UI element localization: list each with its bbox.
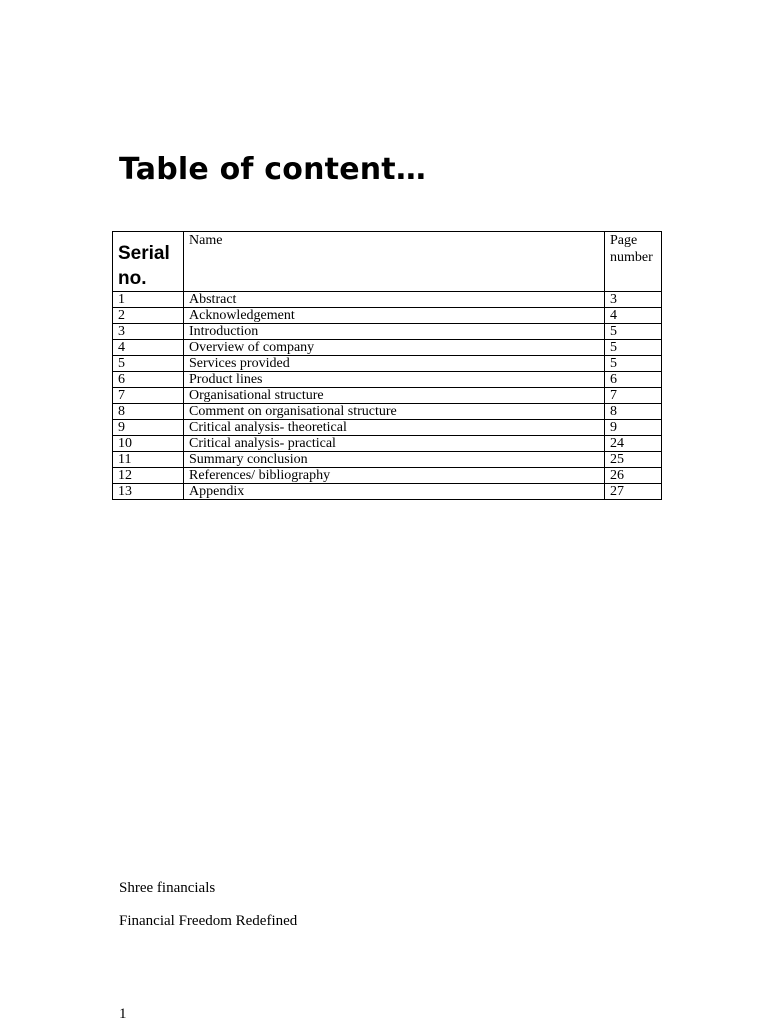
name-cell: Abstract [184, 292, 605, 308]
name-cell: References/ bibliography [184, 468, 605, 484]
name-cell: Introduction [184, 324, 605, 340]
serial-cell: 1 [113, 292, 184, 308]
table-row [113, 324, 662, 340]
table-row [113, 436, 662, 452]
page-cell: 4 [605, 308, 662, 324]
name-cell: Product lines [184, 372, 605, 388]
serial-cell: 6 [113, 372, 184, 388]
page-cell: 27 [605, 484, 662, 500]
table-row [113, 340, 662, 356]
serial-cell: 2 [113, 308, 184, 324]
page-cell: 5 [605, 324, 662, 340]
table-row [113, 452, 662, 468]
footer-company-name: Shree financials [119, 880, 216, 896]
table-of-contents [112, 231, 662, 500]
serial-header: Serial no. [118, 243, 170, 289]
table-row [113, 468, 662, 484]
serial-cell: 3 [113, 324, 184, 340]
name-cell: Acknowledgement [184, 308, 605, 324]
name-cell: Services provided [184, 356, 605, 372]
page-cell: 7 [605, 388, 662, 404]
name-cell: Critical analysis- theoretical [184, 420, 605, 436]
table-row [113, 292, 662, 308]
serial-cell: 9 [113, 420, 184, 436]
table-row [113, 356, 662, 372]
table-row [113, 484, 662, 500]
name-cell: Overview of company [184, 340, 605, 356]
page-header-cell [605, 232, 662, 292]
page-cell: 3 [605, 292, 662, 308]
table-row [113, 404, 662, 420]
table-row [113, 372, 662, 388]
page-cell: 24 [605, 436, 662, 452]
serial-cell: 12 [113, 468, 184, 484]
page-cell: 9 [605, 420, 662, 436]
table-row [113, 420, 662, 436]
page-cell: 5 [605, 340, 662, 356]
page-cell: 8 [605, 404, 662, 420]
serial-cell: 8 [113, 404, 184, 420]
table-row [113, 388, 662, 404]
table-header-row [113, 232, 662, 292]
name-cell: Summary conclusion [184, 452, 605, 468]
name-cell: Organisational structure [184, 388, 605, 404]
page-number: 1 [119, 1006, 127, 1022]
page-cell: 6 [605, 372, 662, 388]
name-header: Name [189, 233, 223, 248]
serial-cell: 13 [113, 484, 184, 500]
name-header-cell [184, 232, 605, 292]
serial-header-cell [113, 232, 184, 292]
name-cell: Critical analysis- practical [184, 436, 605, 452]
toc-body [113, 232, 662, 500]
serial-cell: 5 [113, 356, 184, 372]
table-row [113, 308, 662, 324]
page-cell: 25 [605, 452, 662, 468]
page-cell: 26 [605, 468, 662, 484]
page-header: Page number [610, 233, 653, 265]
serial-cell: 7 [113, 388, 184, 404]
page-title: Table of content… [119, 152, 427, 187]
serial-cell: 11 [113, 452, 184, 468]
name-cell: Comment on organisational structure [184, 404, 605, 420]
footer-tagline: Financial Freedom Redefined [119, 913, 298, 929]
page-cell: 5 [605, 356, 662, 372]
serial-cell: 10 [113, 436, 184, 452]
name-cell: Appendix [184, 484, 605, 500]
serial-cell: 4 [113, 340, 184, 356]
